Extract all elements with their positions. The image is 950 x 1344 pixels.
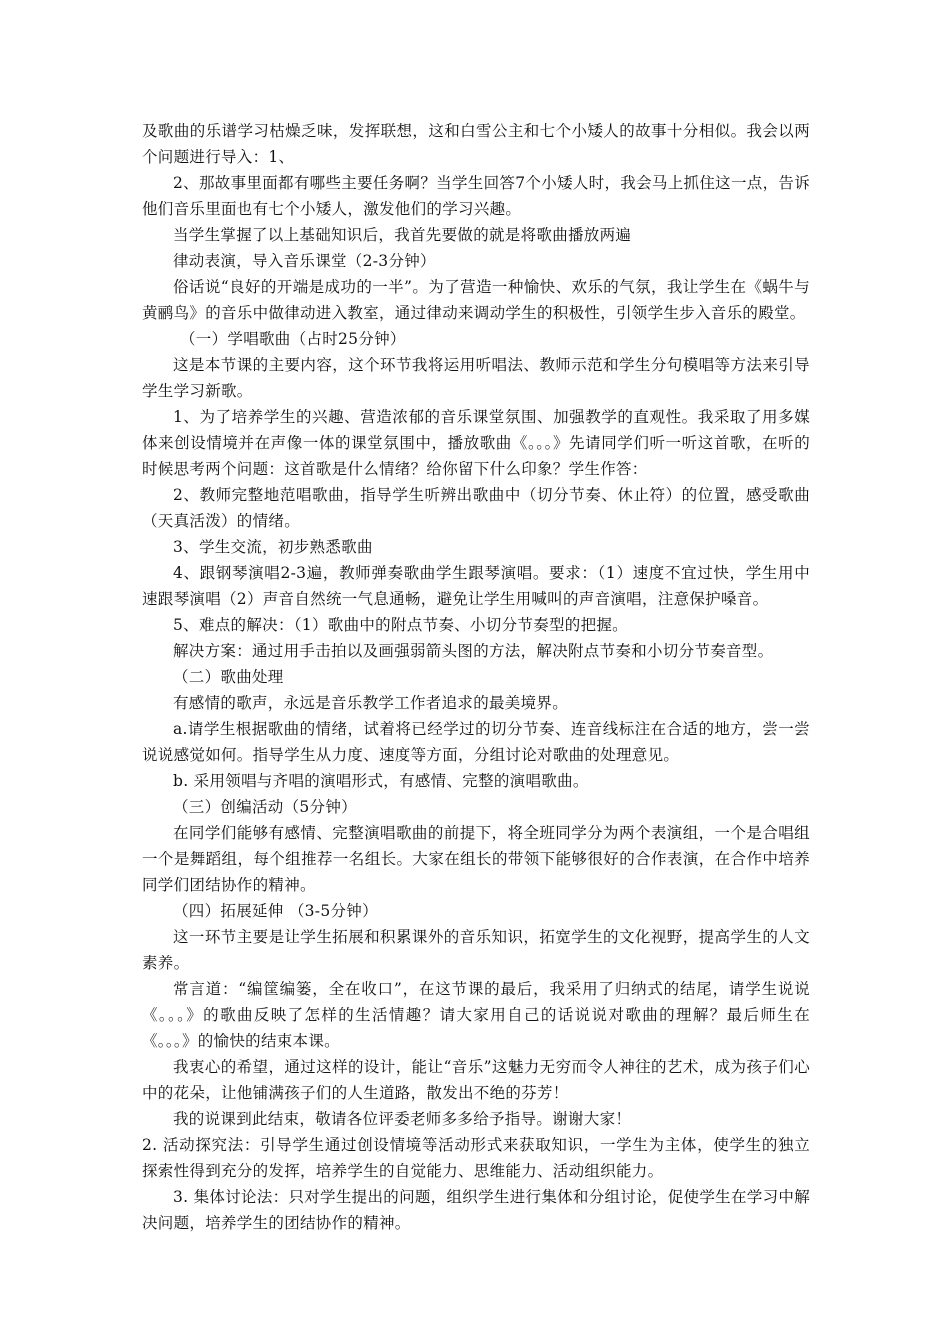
paragraph-intro-continuation: 及歌曲的乐谱学习枯燥乏味，发挥联想，这和白雪公主和七个小矮人的故事十分相似。我会以两个问题进行导入：1、 xyxy=(142,122,810,166)
paragraph-item-b: b. 采用领唱与齐唱的演唱形式，有感情、完整的演唱歌曲。 xyxy=(173,772,589,790)
paragraph-emotional-singing: 有感情的歌声，永远是音乐教学工作者追求的最美境界。 xyxy=(173,694,569,712)
paragraph-solution: 解决方案：通过用手击拍以及画强弱箭头图的方法，解决附点节奏和小切分节奏音型。 xyxy=(173,642,774,660)
paragraph-item-a: a.请学生根据歌曲的情绪，试着将已经学过的切分节奏、连音线标注在合适的地方，尝一尝说说感觉如何。指导学生从力度、速度等方面，分组讨论对歌曲的处理意见。 xyxy=(142,720,810,764)
section-heading-creative-activity: （三）创编活动（5分钟） xyxy=(173,798,357,816)
section-heading-extension: （四）拓展延伸 （3-5分钟） xyxy=(173,902,378,920)
paragraph-step-three: 3、学生交流，初步熟悉歌曲 xyxy=(173,538,373,556)
paragraph-step-five: 5、难点的解决：（1）歌曲中的附点节奏、小切分节奏型的把握。 xyxy=(173,616,628,634)
document-body xyxy=(142,118,810,1236)
paragraph-main-content: 这是本节课的主要内容，这个环节我将运用听唱法、教师示范和学生分句模唱等方法来引导学生学习新歌。 xyxy=(142,356,810,400)
paragraph-step-two: 2、教师完整地范唱歌曲，指导学生听辨出歌曲中（切分节奏、休止符）的位置，感受歌曲（天真活泼）的情绪。 xyxy=(142,486,810,530)
paragraph-method-activity-inquiry: 2. 活动探究法：引导学生通过创设情境等活动形式来获取知识，一学生为主体，使学生的独立探索性得到充分的发挥，培养学生的自觉能力、思维能力、活动组织能力。 xyxy=(142,1136,810,1180)
paragraph-good-start: 俗话说“良好的开端是成功的一半”。为了营造一种愉快、欢乐的气氛，我让学生在《蜗牛与黄鹂鸟》的音乐中做律动进入教室，通过律动来调动学生的积极性，引领学生步入音乐的殿堂。 xyxy=(142,278,810,322)
paragraph-closing-method: 常言道：“编筐编篓，全在收口”，在这节课的最后，我采用了归纳式的结尾，请学生说说《。。。》的歌曲反映了怎样的生活情趣？请大家用自己的话说说对歌曲的理解？最后师生在《。。。》的愉快的结束本课。 xyxy=(142,980,810,1050)
paragraph-thanks: 我的说课到此结束，敬请各位评委老师多多给予指导。谢谢大家！ xyxy=(173,1110,632,1128)
paragraph-step-four: 4、跟钢琴演唱2-3遍，教师弹奏歌曲学生跟琴演唱。要求：（1）速度不宜过快，学生用中速跟琴演唱（2）声音自然统一气息通畅，避免让学生用喊叫的声音演唱，注意保护嗓音。 xyxy=(142,564,810,608)
paragraph-group-performance: 在同学们能够有感情、完整演唱歌曲的前提下，将全班同学分为两个表演组，一个是合唱组一个是舞蹈组，每个组推荐一名组长。大家在组长的带领下能够很好的合作表演，在合作中培养同学们团结协作的精神。 xyxy=(142,824,810,894)
paragraph-rhythm-heading: 律动表演，导入音乐课堂（2-3分钟） xyxy=(173,252,436,270)
section-heading-song-processing: （二）歌曲处理 xyxy=(173,668,284,686)
paragraph-hope: 我衷心的希望，通过这样的设计，能让“音乐”这魅力无穷而令人神往的艺术，成为孩子们心中的花朵，让他铺满孩子们的人生道路，散发出不绝的芬芳！ xyxy=(142,1058,810,1102)
paragraph-question-two: 2、那故事里面都有哪些主要任务啊？当学生回答7个小矮人时，我会马上抓住这一点，告诉他们音乐里面也有七个小矮人，激发他们的学习兴趣。 xyxy=(142,174,810,218)
paragraph-extension-purpose: 这一环节主要是让学生拓展和积累课外的音乐知识，拓宽学生的文化视野，提高学生的人文素养。 xyxy=(142,928,810,972)
paragraph-method-group-discussion: 3. 集体讨论法：只对学生提出的问题，组织学生进行集体和分组讨论，促使学生在学习中解决问题，培养学生的团结协作的精神。 xyxy=(142,1188,810,1232)
section-heading-learn-song: （一）学唱歌曲（占时25分钟） xyxy=(180,330,406,348)
paragraph-step-one: 1、为了培养学生的兴趣、营造浓郁的音乐课堂氛围、加强教学的直观性。我采取了用多媒体来创设情境并在声像一体的课堂氛围中，播放歌曲《。。。》先请同学们听一听这首歌，在听的时候思考两个问题：这首歌是什么情绪？给你留下什么印象？学生作答： xyxy=(142,408,810,478)
paragraph-play-song: 当学生掌握了以上基础知识后，我首先要做的就是将歌曲播放两遍 xyxy=(173,226,632,244)
